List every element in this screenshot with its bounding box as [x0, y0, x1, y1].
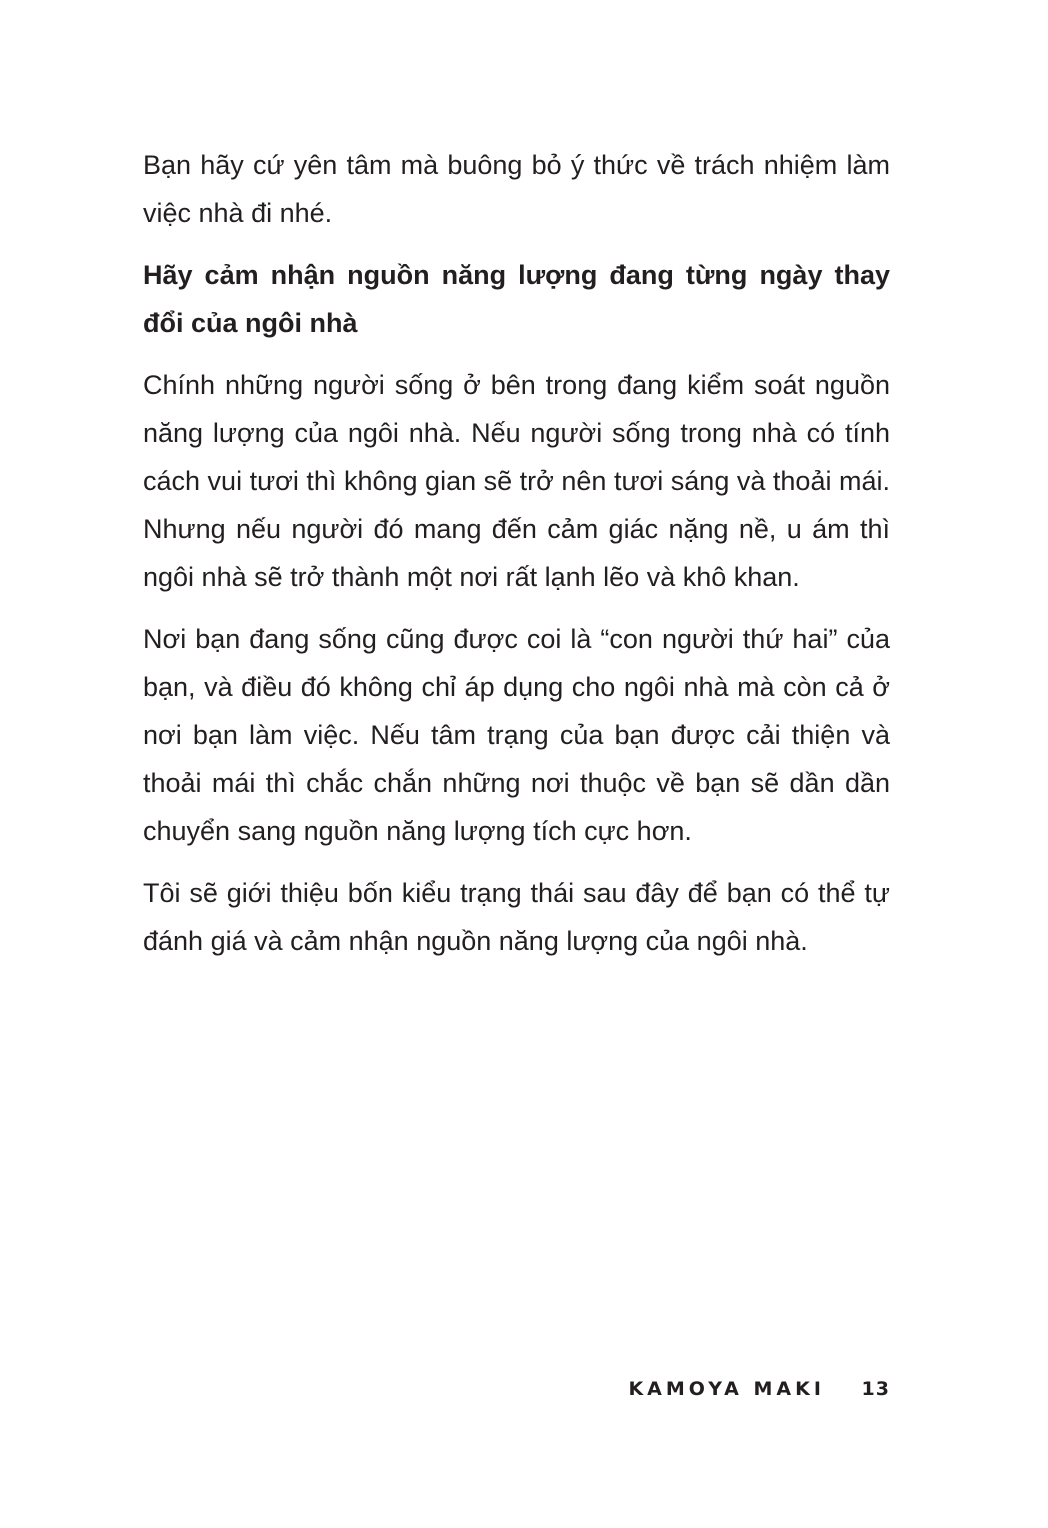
page-number: 13	[861, 1378, 890, 1400]
paragraph-3: Nơi bạn đang sống cũng được coi là “con người thứ hai” của bạn, và điều đó không chỉ áp dụng cho ngôi nhà mà còn cả ở nơi bạn làm việc. Nếu tâm trạng của bạn được cải thiện và thoải mái thì chắc chắn những nơi thuộc về bạn sẽ dần dần chuyển sang nguồn năng lượng tích cực hơn.	[143, 624, 890, 846]
author-name: KAMOYA MAKI	[628, 1378, 825, 1400]
page-body	[143, 141, 890, 965]
paragraph-1: Bạn hãy cứ yên tâm mà buông bỏ ý thức về trách nhiệm làm việc nhà đi nhé.	[143, 150, 890, 228]
page-footer	[628, 1378, 890, 1400]
section-heading: Hãy cảm nhận nguồn năng lượng đang từng ngày thay đổi của ngôi nhà	[143, 260, 890, 338]
paragraph-4: Tôi sẽ giới thiệu bốn kiểu trạng thái sau đây để bạn có thể tự đánh giá và cảm nhận nguồn năng lượng của ngôi nhà.	[143, 878, 890, 956]
paragraph-2: Chính những người sống ở bên trong đang kiểm soát nguồn năng lượng của ngôi nhà. Nếu người sống trong nhà có tính cách vui tươi thì không gian sẽ trở nên tươi sáng và thoải mái. Nhưng nếu người đó mang đến cảm giác nặng nề, u ám thì ngôi nhà sẽ trở thành một nơi rất lạnh lẽo và khô khan.	[143, 370, 890, 592]
